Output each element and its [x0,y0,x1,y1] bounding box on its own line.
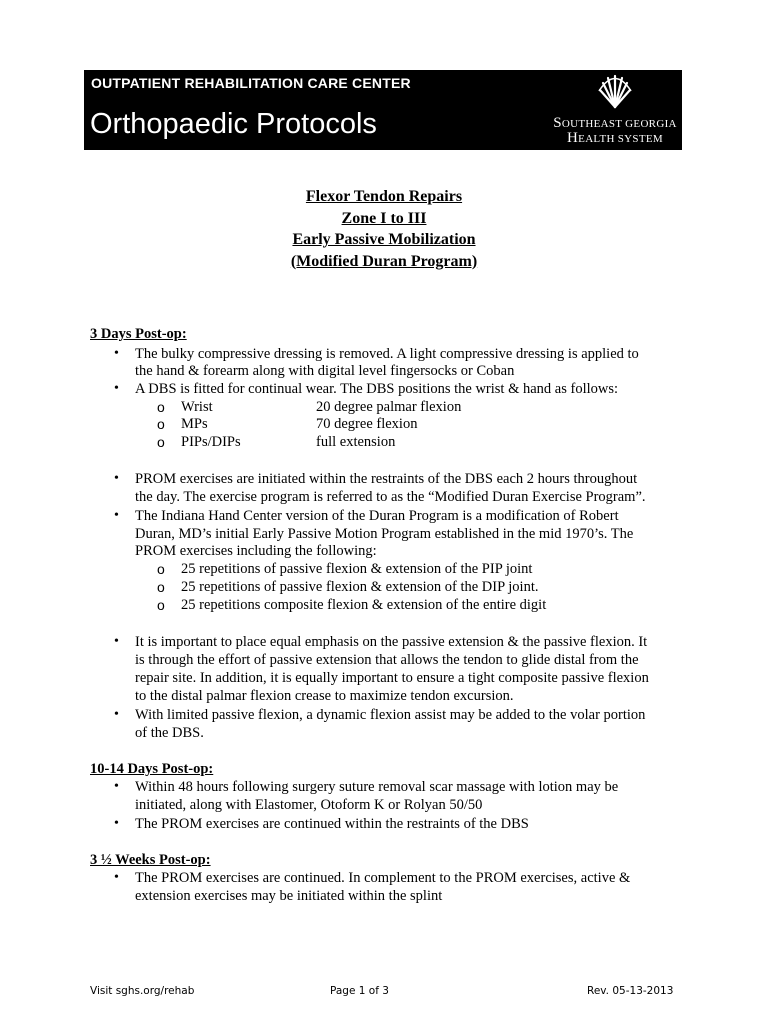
bullet-text: the hand & forearm along with digital level fingersocks or Coban [135,363,515,379]
sub-bullet-icon: o [157,434,165,450]
bullet-text: The PROM exercises are continued within the restraints of the DBS [135,816,529,832]
bullet-text: PROM exercises are initiated within the restraints of the DBS each 2 hours throughout [135,471,638,487]
header-title: Orthopaedic Protocols [90,108,377,140]
sub-bullet-icon: o [157,597,165,613]
position-setting: 70 degree flexion [316,416,418,432]
title-line-1: Flexor Tendon Repairs [305,188,463,205]
bullet-text: The bulky compressive dressing is removed. A light compressive dressing is applied to [135,346,639,362]
bullet-text: The PROM exercises are continued. In complement to the PROM exercises, active & [135,870,631,886]
sub-bullet-icon: o [157,561,165,577]
position-joint: Wrist [181,399,213,415]
shell-logo-icon [596,74,634,110]
sub-bullet-icon: o [157,579,165,595]
bullet-text: It is important to place equal emphasis on the passive extension & the passive flexion. It [135,634,648,650]
section-heading-3-days: 3 Days Post-op: [90,326,187,342]
position-joint: PIPs/DIPs [181,434,241,450]
bullet-text: of the DBS. [135,725,204,741]
bullet-text: repair site. In addition, it is equally important to ensure a tight composite passive flexion [135,670,649,686]
position-joint: MPs [181,416,208,432]
bullet-text: With limited passive flexion, a dynamic flexion assist may be added to the volar portion [135,707,646,723]
bullet-icon: • [114,346,119,361]
title-line-2: Zone I to III [341,209,427,227]
bullet-icon: • [114,471,119,486]
bullet-text: A DBS is fitted for continual wear. The DBS positions the wrist & hand as follows: [135,381,619,397]
logo-text-line2: HEALTH SYSTEM [567,130,663,146]
section-heading-3-5-weeks: 3 ½ Weeks Post-op: [90,852,211,868]
exercise-item: 25 repetitions of passive flexion & extension of the DIP joint. [181,579,539,595]
bullet-icon: • [114,508,119,523]
footer-website: Visit sghs.org/rehab [90,985,195,997]
section-heading-10-14-days: 10-14 Days Post-op: [90,761,214,777]
bullet-text: the day. The exercise program is referred to as the “Modified Duran Exercise Program”. [135,489,646,505]
bullet-text: extension exercises may be initiated within the splint [135,888,443,904]
position-setting: full extension [316,434,396,450]
bullet-text: is through the effort of passive extension that allows the tendon to glide distal from the [135,652,639,668]
header-subtitle: OUTPATIENT REHABILITATION CARE CENTER [91,75,411,91]
position-setting: 20 degree palmar flexion [316,399,462,415]
bullet-text: The Indiana Hand Center version of the Duran Program is a modification of Robert [135,508,619,524]
bullet-icon: • [114,779,119,794]
sub-bullet-icon: o [157,399,165,415]
sub-bullet-icon: o [157,416,165,432]
bullet-icon: • [114,816,119,831]
bullet-text: Within 48 hours following surgery suture removal scar massage with lotion may be [135,779,619,795]
bullet-text: initiated, along with Elastomer, Otoform K or Rolyan 50/50 [135,797,483,813]
footer-revision: Rev. 05-13-2013 [587,985,674,997]
document-title [0,186,768,272]
title-line-4: (Modified Duran Program) [290,252,478,270]
bullet-text: Duran, MD’s initial Early Passive Motion Program established in the mid 1970’s. The [135,526,634,542]
bullet-text: to the distal palmar flexion crease to maximize tendon excursion. [135,688,514,704]
bullet-icon: • [114,381,119,396]
title-line-3: Early Passive Mobilization [292,231,476,248]
exercise-item: 25 repetitions composite flexion & extension of the entire digit [181,597,547,613]
exercise-item: 25 repetitions of passive flexion & extension of the PIP joint [181,561,533,577]
health-system-logo [552,74,678,146]
logo-text-line1: SOUTHEAST GEORGIA [553,115,677,131]
bullet-text: PROM exercises including the following: [135,543,377,559]
bullet-icon: • [114,634,119,649]
header-banner [84,70,682,150]
footer-page-number: Page 1 of 3 [330,985,389,997]
bullet-icon: • [114,870,119,885]
bullet-icon: • [114,707,119,722]
